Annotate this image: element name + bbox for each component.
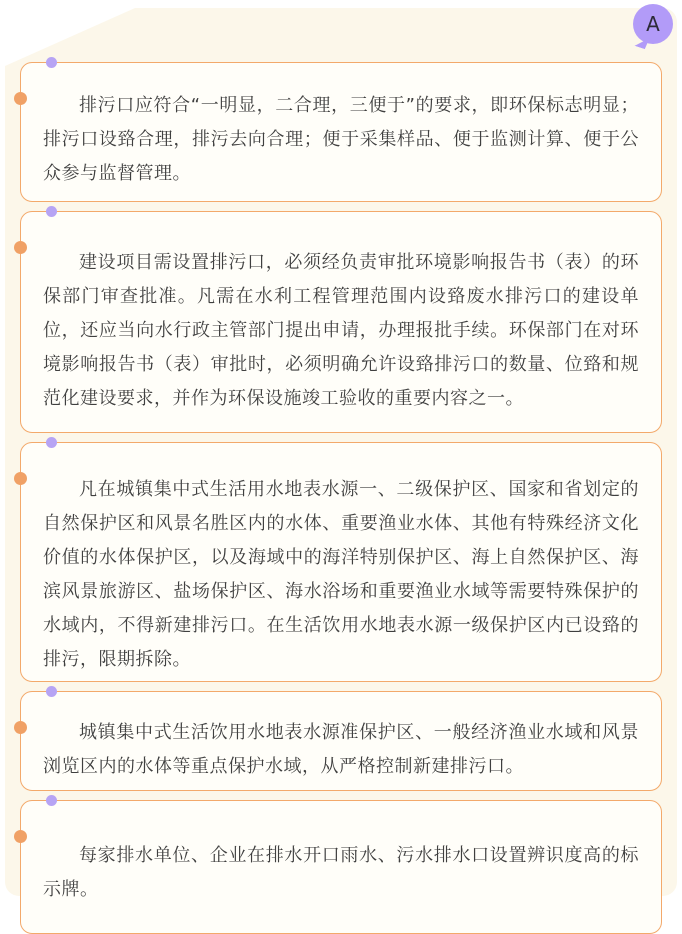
orange-dot-icon <box>14 92 27 105</box>
text-card <box>20 691 662 791</box>
assistant-bubble-label: A <box>646 12 660 36</box>
purple-dot-icon <box>46 686 57 697</box>
card-text: 城镇集中式生活饮用水地表水源准保护区、一般经济渔业水域和风景浏览区内的水体等重点保护水域，从严格控制新建排污口。 <box>43 722 639 777</box>
orange-dot-icon <box>14 830 27 843</box>
card-text: 建设项目需设置排污口，必须经负责审批环境影响报告书（表）的环保部门审查批准。凡需在水利工程管理范围内设臵废水排污口的建设单位，还应当向水行政主管部门提出申请，办理报批手续。环保部门在对环境影响报告书（表）审批时，必须明确允许设臵排污口的数量、位臵和规范化建设要求，并作为环保设施竣工验收的重要内容之一。 <box>43 252 639 409</box>
orange-dot-icon <box>14 241 27 254</box>
purple-dot-icon <box>46 795 57 806</box>
assistant-bubble-button[interactable] <box>633 4 673 44</box>
card-text: 每家排水单位、企业在排水开口雨水、污水排水口设置辨识度高的标示牌。 <box>43 845 639 900</box>
purple-dot-icon <box>46 437 57 448</box>
orange-dot-icon <box>14 721 27 734</box>
text-card <box>20 442 662 682</box>
text-card <box>20 211 662 433</box>
orange-dot-icon <box>14 472 27 485</box>
card-list <box>20 62 662 934</box>
purple-dot-icon <box>46 57 57 68</box>
text-card <box>20 800 662 934</box>
card-text: 凡在城镇集中式生活用水地表水源一、二级保护区、国家和省划定的自然保护区和风景名胜区内的水体、重要渔业水体、其他有特殊经济文化价值的水体保护区，以及海域中的海洋特别保护区、海上自然保护区、海滨风景旅游区、盐场保护区、海水浴场和重要渔业水域等需要特殊保护的水域内，不得新建排污口。在生活饮用水地表水源一级保护区内已设臵的排污，限期拆除。 <box>43 479 639 670</box>
purple-dot-icon <box>46 206 57 217</box>
text-card <box>20 62 662 202</box>
card-text: 排污口应符合“一明显，二合理，三便于”的要求，即环保标志明显；排污口设臵合理，排污去向合理；便于采集样品、便于监测计算、便于公众参与监督管理。 <box>43 95 639 184</box>
